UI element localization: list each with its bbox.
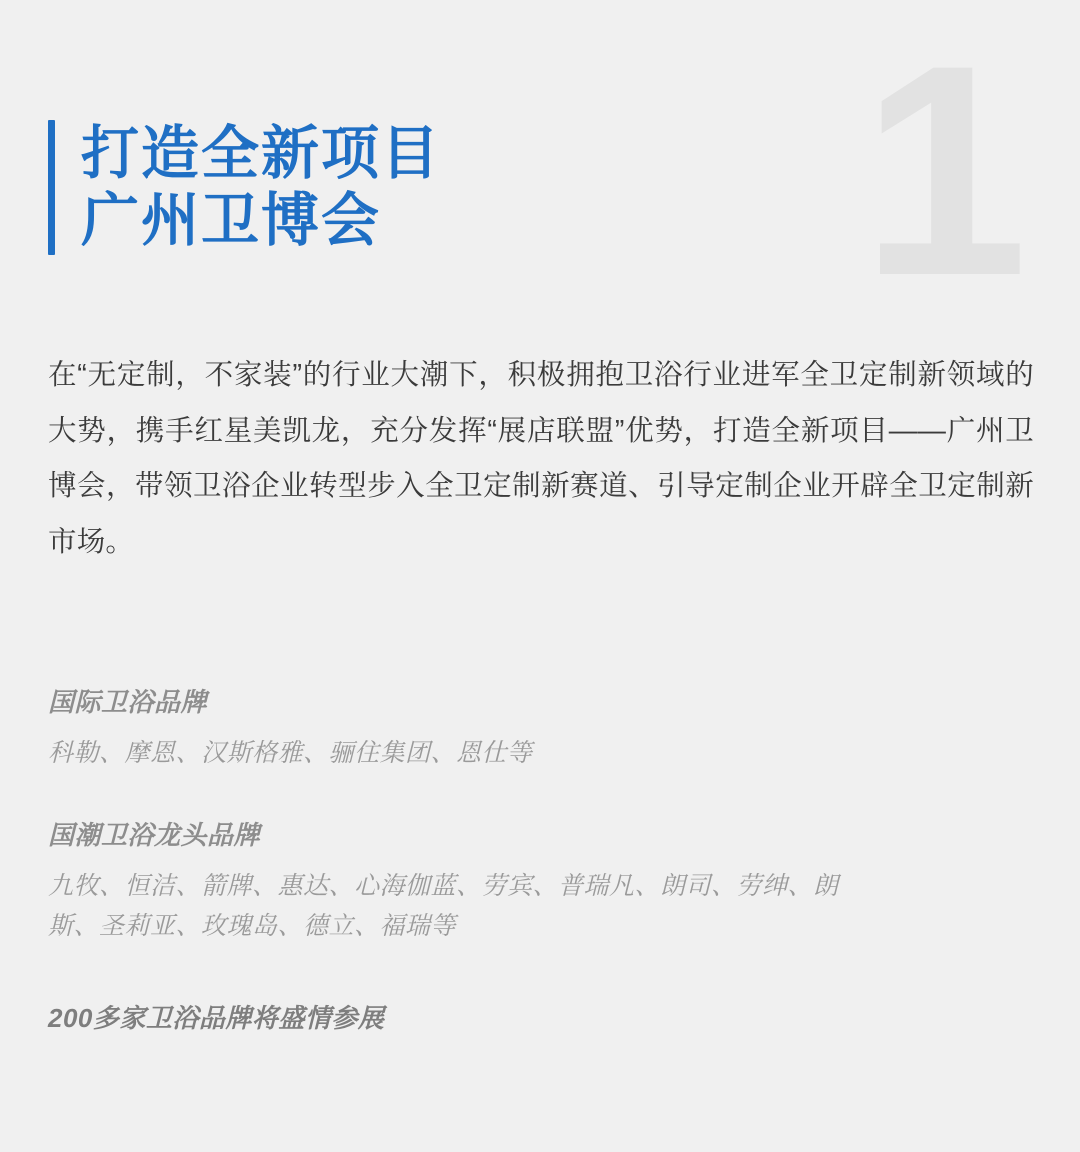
section-number-watermark: 1 (861, 2, 1020, 338)
brand-sections (48, 682, 1038, 1035)
body-paragraph: 在“无定制，不家装”的行业大潮下，积极拥抱卫浴行业进军全卫定制新领域的大势，携手红星美凯龙，充分发挥“展店联盟”优势，打造全新项目——广州卫博会，带领卫浴企业转型步入全卫定制新赛道、引导定制企业开辟全卫定制新市场。 (48, 359, 1034, 558)
brand-group (48, 815, 1038, 946)
brand-group (48, 682, 1038, 773)
title-block (48, 120, 441, 255)
brand-group-heading: 国潮卫浴龙头品牌 (48, 820, 261, 850)
brand-group-list: 九牧、恒洁、箭牌、惠达、心海伽蓝、劳宾、普瑞凡、朗司、劳绅、朗斯、圣莉亚、玫瑰岛、德立、福瑞等 (48, 872, 839, 940)
page-title-line-1: 打造全新项目 (81, 121, 442, 186)
page-title-line-2: 广州卫博会 (81, 188, 382, 254)
brand-footnote-group (48, 998, 1038, 1035)
title-lines (81, 120, 441, 255)
title-accent-bar (48, 120, 55, 255)
brand-footnote: 200多家卫浴品牌将盛情参展 (48, 1003, 385, 1033)
brand-group-list: 科勒、摩恩、汉斯格雅、骊住集团、恩仕等 (48, 739, 533, 767)
brand-group-heading: 国际卫浴品牌 (48, 687, 208, 717)
